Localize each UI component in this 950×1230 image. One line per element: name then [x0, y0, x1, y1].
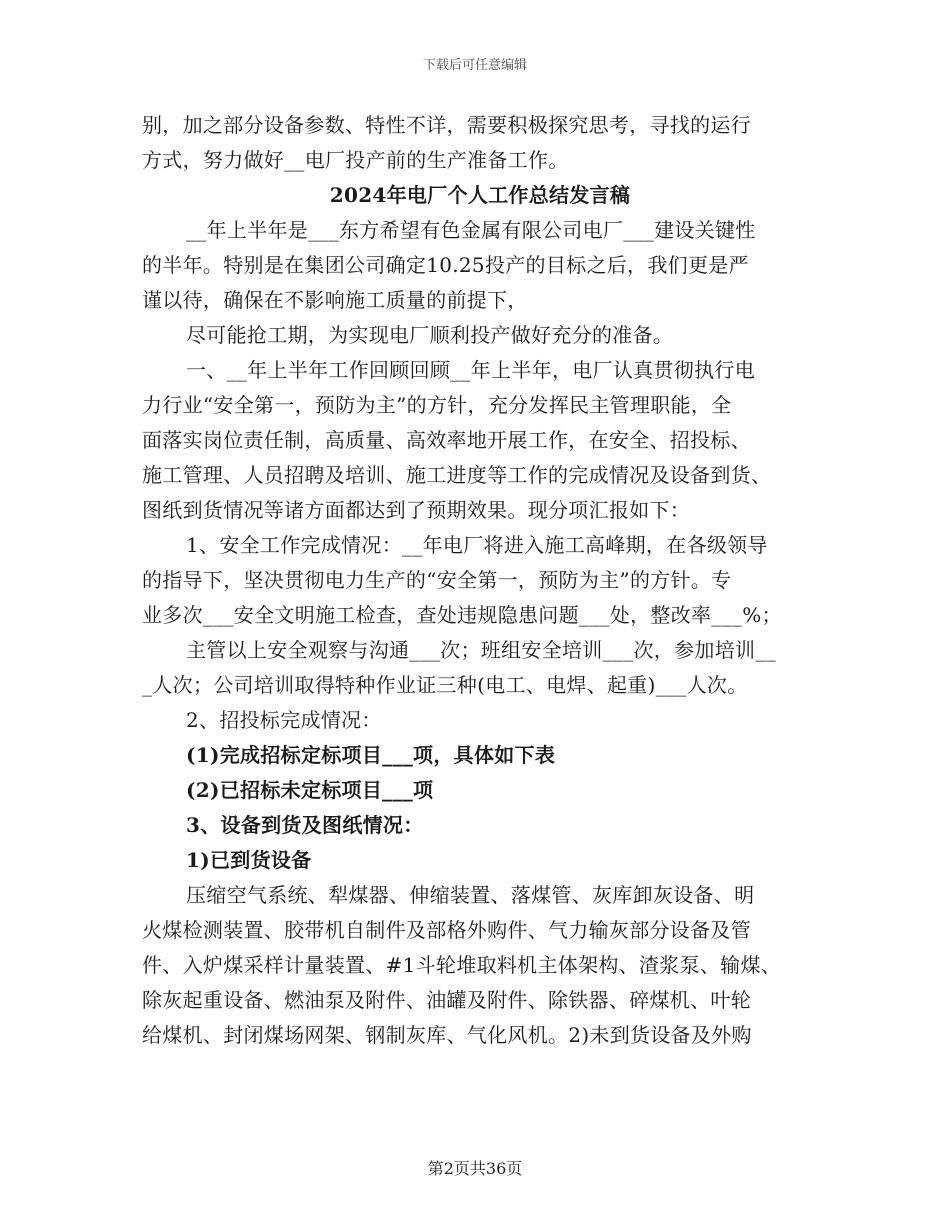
text-line: 给煤机、封闭煤场网架、钢制灰库、气化风机。2)未到货设备及外购: [142, 1023, 752, 1047]
text-line: 方式，努力做好__电厂投产前的生产准备工作。: [142, 148, 569, 172]
text-line: 1)已到货设备: [186, 848, 312, 872]
text-line: __年上半年是___东方希望有色金属有限公司电厂___建设关键性: [186, 218, 756, 242]
text-line: 3、设备到货及图纸情况：: [186, 813, 424, 837]
text-line: 火煤检测装置、胶带机自制件及部格外购件、气力输灰部分设备及管: [142, 918, 751, 942]
document-title: 2024年电厂个人工作总结发言稿: [329, 183, 631, 207]
text-line: 1、安全工作完成情况：__年电厂将进入施工高峰期，在各级领导: [186, 533, 768, 557]
text-line: 力行业“安全第一，预防为主”的方针，充分发挥民主管理职能，全: [142, 393, 732, 417]
text-line: 业多次___安全文明施工检查，查处违规隐患问题___处，整改率___%；: [142, 603, 782, 627]
text-line: 面落实岗位责任制，高质量、高效率地开展工作，在安全、招投标、: [142, 428, 751, 452]
page-footer: 第2页共36页: [427, 1159, 523, 1178]
text-line: 尽可能抢工期，为实现电厂顺利投产做好充分的准备。: [186, 323, 674, 347]
text-line: 施工管理、人员招聘及培训、施工进度等工作的完成情况及设备到货、: [142, 463, 772, 487]
text-line: (1)完成招标定标项目___项，具体如下表: [186, 743, 556, 767]
text-line: 主管以上安全观察与沟通___次；班组安全培训___次，参加培训__: [186, 638, 776, 662]
text-line: _人次；公司培训取得特种作业证三种(电工、电焊、起重)___人次。: [142, 673, 748, 697]
page-header: 下载后可任意编辑: [422, 58, 527, 73]
text-line: 2、招投标完成情况：: [186, 708, 382, 732]
text-line: 一、__年上半年工作回顾回顾__年上半年，电厂认真贯彻执行电: [186, 358, 755, 382]
text-line: 别，加之部分设备参数、特性不详，需要积极探究思考，寻找的运行: [142, 113, 751, 137]
text-line: 除灰起重设备、燃油泵及附件、油罐及附件、除铁器、碎煤机、叶轮: [142, 988, 751, 1012]
text-line: 的半年。特别是在集团公司确定10.25投产的目标之后，我们更是严: [142, 253, 749, 277]
text-line: 压缩空气系统、犁煤器、伸缩装置、落煤管、灰库卸灰设备、明: [186, 883, 755, 907]
text-line: (2)已招标未定标项目___项: [186, 778, 434, 802]
text-line: 图纸到货情况等诸方面都达到了预期效果。现分项汇报如下：: [142, 498, 691, 522]
document-body: [142, 108, 818, 1053]
text-line: 谨以待，确保在不影响施工质量的前提下，: [142, 288, 528, 312]
text-line: 件、入炉煤采样计量装置、#1斗轮堆取料机主体架构、渣浆泵、输煤、: [142, 953, 782, 977]
text-line: 的指导下，坚决贯彻电力生产的“安全第一，预防为主”的方针。专: [142, 568, 732, 592]
